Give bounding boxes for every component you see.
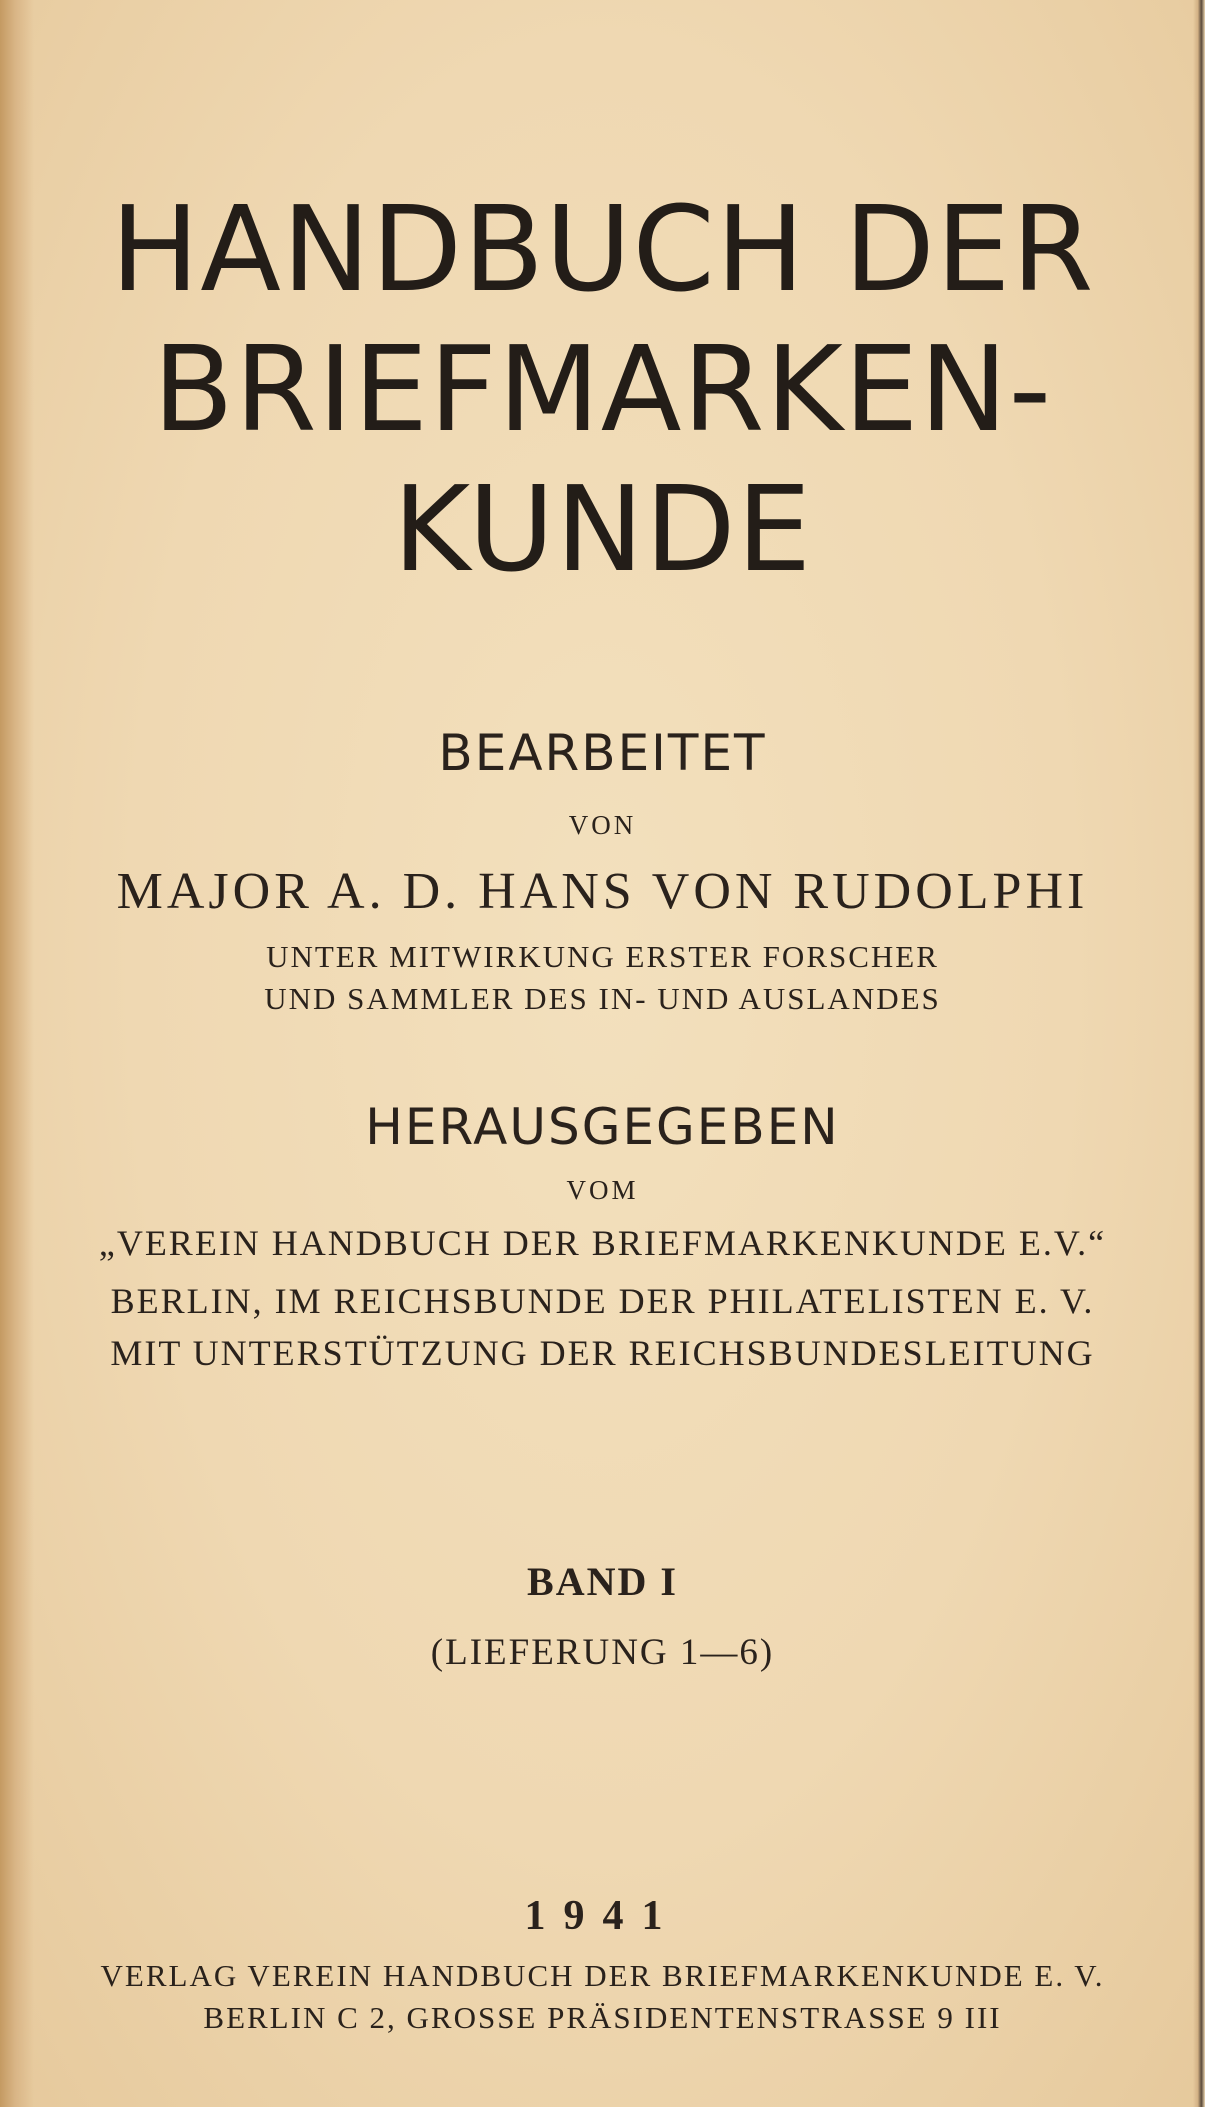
collaboration-line-1: UNTER MITWIRKUNG ERSTER FORSCHER xyxy=(266,939,939,974)
collaboration-line-2: UND SAMMLER DES IN- UND AUSLANDES xyxy=(264,981,941,1016)
publication-year: 1941 xyxy=(524,1893,681,1939)
publisher-line-3: MIT UNTERSTÜTZUNG DER REICHSBUNDESLEITUNG xyxy=(110,1333,1095,1373)
page-edge xyxy=(1193,0,1205,2107)
title-line-2: BRIEFMARKEN- xyxy=(152,320,1053,458)
volume-number: BAND I xyxy=(527,1559,678,1604)
published-label: HERAUSGEGEBEN xyxy=(365,1098,840,1156)
title-line-3: KUNDE xyxy=(392,460,813,598)
edited-label: BEARBEITET xyxy=(438,724,767,782)
author-name: MAJOR A. D. HANS VON RUDOLPHI xyxy=(116,863,1089,920)
imprint-publisher: VERLAG VEREIN HANDBUCH DER BRIEFMARKENKUNDE E. V. xyxy=(100,1958,1105,1993)
volume-issues: (LIEFERUNG 1—6) xyxy=(430,1632,775,1673)
publisher-line-2: BERLIN, IM REICHSBUNDE DER PHILATELISTEN E. V. xyxy=(110,1281,1095,1321)
edited-by: VON xyxy=(568,810,637,840)
binding-shadow xyxy=(0,0,34,2107)
publisher-line-1: „VEREIN HANDBUCH DER BRIEFMARKENKUNDE E.V.“ xyxy=(98,1223,1107,1263)
imprint-address: BERLIN C 2, GROSSE PRÄSIDENTENSTRASSE 9 III xyxy=(203,2000,1002,2035)
title-line-1: HANDBUCH DER xyxy=(110,180,1095,318)
published-by: VOM xyxy=(566,1175,639,1205)
